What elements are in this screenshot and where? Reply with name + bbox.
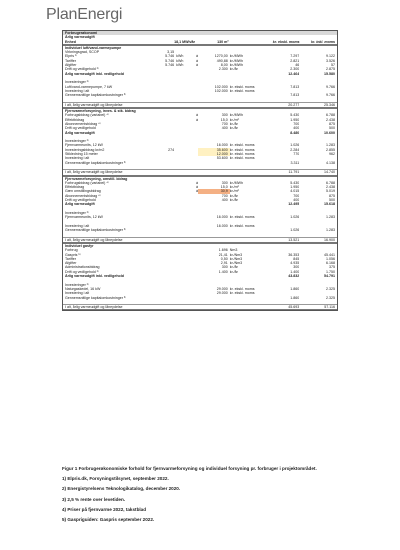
cell-qunit: kr./MWh [229, 63, 243, 68]
cell-in: 3.526 [326, 58, 335, 63]
cell-label: Fjernvarmeunits, 12 kW [65, 215, 103, 220]
cell-label: I alt, årlig varmeudgift og låneydelse [65, 237, 123, 242]
cell-label: Drift og vedligehold [65, 126, 96, 131]
cell-qunit: kr./Nm3 [229, 261, 243, 266]
cell-prefix: á [196, 189, 198, 194]
cell-qty: 16.000 [216, 143, 228, 148]
cell-prefix: á [196, 117, 198, 122]
cell-num: 5.746 [165, 63, 175, 68]
cell-ex: 400 [293, 197, 300, 202]
cell-in: 57.116 [324, 305, 335, 310]
cell-in: 962 [329, 152, 335, 157]
cell-qty: 15,0 [220, 185, 228, 190]
cell-in: 1.283 [326, 215, 335, 220]
cell-label: I alt, årlig varmeudgift og låneydelse [65, 305, 123, 310]
cell-label: Investering i alt [65, 88, 90, 93]
cell-in: 1.283 [326, 143, 335, 148]
cell-label: Drift og vedligehold [65, 197, 96, 202]
table-row [63, 274, 337, 278]
cell-qunit: kr. ekskl. moms [229, 215, 255, 220]
cell-num [158, 296, 174, 300]
cell-label: Gennemsnitlige kapitalomkostninger ³⁾ [65, 228, 127, 233]
cell-in: 54.791 [324, 274, 335, 279]
cell-qty: 1270,00 [214, 54, 228, 59]
cell-qty [198, 305, 230, 309]
cell-ex: 43.832 [288, 274, 300, 279]
cell-unit [174, 72, 192, 76]
cell-qunit [230, 202, 268, 206]
cell-qunit: kr. ekskl. moms [229, 84, 255, 89]
cell-prefix: á [196, 185, 198, 190]
cell-qty: 400 [221, 126, 228, 131]
cell-num: 5.746 [165, 54, 175, 59]
cell-qty: 21,41 [218, 252, 228, 257]
cell-ex: 45.693 [288, 305, 300, 310]
cell-label: Virkningsgrad, SCOP [65, 50, 100, 55]
cell-qunit: kr./år [229, 126, 238, 131]
cell-qty [198, 238, 230, 242]
cell-ex: 12.464 [288, 71, 300, 76]
cell-label: Luft/vand-varmepumpe, 7 kW [65, 84, 113, 89]
cell-qunit: kr./m² [229, 189, 239, 194]
cell-label: Effektbidrag [65, 185, 85, 190]
cell-label: Individuel luft/vand-varmepumpe [65, 45, 122, 50]
cell-unit: kWh [176, 54, 184, 59]
cell-num [158, 72, 174, 76]
cell-in: 15.580 [324, 71, 335, 76]
cell-qunit [230, 72, 268, 76]
table-row [63, 72, 337, 76]
cell-qty: 2,91 [220, 261, 228, 266]
cell-num [158, 93, 174, 97]
cell-qty: 29.000 [216, 291, 228, 296]
cell-num [158, 228, 174, 232]
figure-caption: Figur 1 Forbrugerøkonomiske forhold for fjernvarmeforsyning og individuel forsyning pr. forbruger i projektområdet. [62, 466, 317, 471]
table-row [63, 215, 337, 219]
cell-qunit: kr. ekskl. moms [229, 223, 255, 228]
cell-qty: 29.000 [216, 286, 228, 291]
cell-qunit [230, 103, 268, 107]
cell-label: Naturgaskedel, 16 kW [65, 286, 101, 291]
cell-unit [174, 238, 192, 242]
cell-prefix: á [196, 54, 198, 59]
cell-qunit: kr./MWh [229, 180, 243, 185]
cell-in: 1.750 [326, 269, 335, 274]
cell-ex: 12.495 [288, 202, 300, 207]
cell-label: Abonnementsbidrag ⁴⁾ [65, 193, 101, 198]
cell-qunit: kr./MWh [229, 113, 243, 118]
cell-qunit: kr./Nm3 [229, 252, 243, 257]
cell-label: Gennemsnitlige kapitalomkostninger ³⁾ [65, 93, 127, 98]
cell-qunit: kr. ekskl. moms [229, 88, 255, 93]
cell-ex: 7.813 [290, 84, 300, 89]
cell-qty [198, 72, 230, 76]
cell-label: Årlig varmeudgift [65, 202, 95, 207]
cell-qty: 15,0 [220, 117, 228, 122]
cell-num [158, 202, 174, 206]
table-row [63, 296, 337, 300]
cell-qty: 400 [221, 197, 228, 202]
cell-ex: 700 [293, 121, 300, 126]
cell-in: 9.766 [326, 84, 335, 89]
cell-ex: 700 [293, 193, 300, 198]
cell-in: 6.788 [326, 180, 335, 185]
cell-in: 25.346 [324, 102, 335, 107]
cell-unit: kWh [176, 63, 184, 68]
col-header-excl-vat: kr. ekskl. moms [272, 39, 300, 44]
cell-ex: 3.311 [290, 160, 300, 165]
cell-qunit: kr. ekskl. moms [229, 286, 255, 291]
cell-ex: 5.430 [290, 113, 300, 118]
cell-qty: 12.000 [198, 152, 230, 156]
planenergi-logo: PlanEnergi [46, 6, 123, 23]
table-row [63, 131, 337, 135]
cell-qty [198, 274, 230, 278]
cell-ex: 4.935 [290, 261, 300, 266]
footnote-5: 5) Gaspriguiden: Gaspris september 2022. [62, 516, 155, 522]
cell-ex: 1.860 [290, 295, 300, 300]
cell-label: Afgifter [65, 261, 77, 266]
cell-qty: 1.696 [218, 248, 228, 253]
cell-ex: 845 [293, 256, 300, 261]
cell-ex: 770 [293, 152, 300, 157]
col-header-incl-vat: kr. inkl. moms [311, 39, 335, 44]
cell-label: I alt, årlig varmeudgift og låneydelse [65, 170, 123, 175]
table-row [63, 161, 337, 165]
cell-label: Abonnementsbidrag ⁴⁾ [65, 121, 101, 126]
cell-in: 6.788 [326, 113, 335, 118]
cell-unit [174, 228, 192, 232]
cell-ex: 13.521 [288, 237, 300, 242]
cell-label: Gennemsnitlige kapitalomkostninger ³⁾ [65, 295, 127, 300]
cell-num [158, 131, 174, 135]
footnote-1: 1) Elpris.dk, Forsyningstilsynet, september 2022. [62, 476, 169, 482]
cell-qty: 1.400 [218, 269, 228, 274]
cell-qunit: kr. ekskl. moms [229, 147, 255, 152]
cell-in: 375 [329, 265, 335, 270]
cell-in: 16.900 [324, 237, 335, 242]
table-row [63, 304, 337, 310]
cell-qty [198, 228, 230, 232]
table-row [63, 228, 337, 232]
col-header-spacer [231, 40, 268, 44]
cell-qty: 35.600 [198, 148, 230, 152]
cell-ex: 2.284 [290, 147, 300, 152]
cell-qunit: kr./år [229, 121, 238, 126]
cell-qunit: kr./MWh [229, 54, 243, 59]
cell-label: Forbrugsbidrag (variabel) ⁴⁾ [65, 113, 109, 118]
cell-unit: kWh [176, 58, 184, 63]
cell-prefix: á [196, 58, 198, 63]
cell-label: Stikledning 15 meter [65, 152, 98, 157]
cell-qunit: kr./m² [229, 117, 239, 122]
cell-in: 875 [329, 193, 335, 198]
cell-qunit: kr./MWh [229, 58, 243, 63]
cell-ex: 1.860 [290, 286, 300, 291]
consumer-economy-table [62, 30, 338, 311]
cell-qty [198, 103, 230, 107]
cell-qty: 102.000 [214, 84, 228, 89]
cell-qunit: Nm3 [229, 248, 238, 253]
col-header-unit: Enhed [65, 39, 76, 44]
cell-in: 45.441 [324, 252, 335, 257]
cell-qty: 30,9 [198, 189, 230, 193]
cell-label: Gæn omstillingsbidrag [65, 189, 101, 194]
cell-unit [174, 296, 192, 300]
cell-ex: 7.813 [290, 93, 300, 98]
cell-qunit: kr./år [229, 269, 238, 274]
cell-num [158, 238, 174, 242]
cell-in: 9.122 [326, 54, 335, 59]
cell-prefix: á [196, 63, 198, 68]
cell-qunit: kr./år [229, 197, 238, 202]
cell-qty: 300 [221, 180, 228, 185]
cell-in: 2.438 [326, 185, 335, 190]
cell-ex: 20.277 [288, 102, 300, 107]
cell-qty: 0,50 [220, 256, 228, 261]
cell-qty [198, 296, 230, 300]
cell-qty [198, 131, 230, 135]
cell-qunit: kr./Nm3 [229, 256, 243, 261]
cell-label: Fjernvarmeforsyning, inves. & stk. bidrag [65, 109, 136, 114]
cell-qty [198, 93, 230, 97]
cell-ex: 5.430 [290, 180, 300, 185]
cell-qty: 102.000 [214, 88, 228, 93]
table-row [63, 93, 337, 97]
footnote-4: 4) Priser på fjernvarme 2022, takstblad [62, 506, 147, 512]
cell-qunit [230, 161, 268, 165]
cell-label: Tariffer [65, 58, 76, 63]
cell-ex: 1.026 [290, 228, 300, 233]
cell-label: Effektbidrag [65, 117, 85, 122]
cell-unit [174, 305, 192, 309]
cell-qty [198, 170, 230, 174]
cell-qunit: kr./m² [229, 185, 239, 190]
cell-in: 1.283 [326, 228, 335, 233]
cell-ex: 1.026 [290, 215, 300, 220]
cell-in: 5.019 [326, 189, 335, 194]
cell-label: Tariffer [65, 256, 76, 261]
cell-ex: 36.353 [288, 252, 300, 257]
cell-num [158, 103, 174, 107]
cell-unit [174, 161, 192, 165]
cell-label: Fjernvarmeforsyning, omstill. bidrag [65, 176, 128, 181]
cell-ex: 1.950 [290, 185, 300, 190]
cell-ex: 11.791 [288, 170, 300, 175]
cell-qty: 53.600 [216, 156, 228, 161]
cell-label: Fjernvarmeunits, 12 kW [65, 143, 103, 148]
cell-qty [198, 161, 230, 165]
cell-qty: 300 [221, 265, 228, 270]
cell-qty: 2.300 [218, 67, 228, 72]
cell-qunit [230, 228, 268, 232]
cell-qty: 16.000 [216, 223, 228, 228]
cell-in: 9.766 [326, 93, 335, 98]
cell-num: 274 [168, 147, 175, 152]
cell-label: Årlig varmeudgift inkl. vedligehold [65, 274, 124, 279]
cell-label: Investeringer ²⁾ [65, 80, 89, 85]
cell-num [158, 274, 174, 278]
cell-label: Afgifter [65, 63, 77, 68]
cell-label: Investeringer ²⁾ [65, 139, 89, 144]
table-title: Forbrugerøkonomi [65, 31, 98, 35]
cell-unit [174, 170, 192, 174]
cell-ex: 46 [295, 63, 300, 68]
cell-num [158, 305, 174, 309]
cell-in: 4.138 [326, 160, 335, 165]
cell-qunit [230, 131, 268, 135]
cell-num: 5.746 [165, 58, 175, 63]
figure-notes [62, 466, 352, 527]
cell-unit [174, 215, 192, 219]
cell-label: I alt, årlig varmeudgift og låneydelse [65, 102, 123, 107]
cell-unit [174, 131, 192, 135]
cell-label: Gaspris ⁵⁾ [65, 252, 81, 257]
cell-label: Investering i alt [65, 223, 90, 228]
col-header-area: 130 m² [217, 39, 229, 44]
cell-label: Drift og vedligehold ²⁾ [65, 269, 99, 274]
cell-in: 6.168 [326, 261, 335, 266]
cell-in: 14.740 [324, 170, 335, 175]
cell-qunit: kr./år [229, 67, 238, 72]
cell-qunit: kr. ekskl. moms [229, 143, 255, 148]
cell-label: Forbrug [65, 248, 78, 253]
cell-qunit [230, 305, 268, 309]
table-subtitle: Årlig varmeudgift [65, 35, 95, 40]
col-header-consumption: 18,1 MWh/år [174, 39, 196, 44]
cell-ex: 1.026 [290, 143, 300, 148]
cell-ex: 2.300 [290, 67, 300, 72]
cell-label: Investering i alt [65, 156, 90, 161]
cell-label: Investeringsbidrag kr/m2 [65, 147, 105, 152]
cell-qty [198, 202, 230, 206]
cell-ex: 1.950 [290, 117, 300, 122]
cell-prefix: á [196, 180, 198, 185]
cell-label: Forbrugsbidrag (variabel) ⁴⁾ [65, 180, 109, 185]
cell-qty: 16.000 [216, 215, 228, 220]
cell-in: 875 [329, 121, 335, 126]
cell-qunit [230, 170, 268, 174]
cell-in: 1.056 [326, 256, 335, 261]
cell-in: 2.875 [326, 67, 335, 72]
cell-qty: 8,00 [220, 63, 228, 68]
cell-label: Årlig varmeudgift inkl. vedligehold [65, 71, 124, 76]
cell-label: Investering i alt [65, 291, 90, 296]
cell-prefix: á [196, 113, 198, 118]
cell-label: Administrationsbidrag [65, 265, 100, 270]
cell-num [158, 215, 174, 219]
cell-label: Årlig varmeudgift [65, 130, 95, 135]
cell-num [158, 161, 174, 165]
cell-qunit: kr./år [229, 193, 238, 198]
cell-ex: 400 [293, 126, 300, 131]
table-body [63, 45, 337, 311]
cell-num [158, 170, 174, 174]
cell-in: 57 [331, 63, 335, 68]
cell-label: Gennemsnitlige kapitalomkostninger ³⁾ [65, 160, 127, 165]
cell-qty: 700 [221, 193, 228, 198]
cell-label: Investeringer ²⁾ [65, 210, 89, 215]
cell-qunit: kr. ekskl. moms [229, 291, 255, 296]
cell-in: 2.855 [326, 147, 335, 152]
cell-label: Drift og vedligehold ²⁾ [65, 67, 99, 72]
cell-in: 2.438 [326, 117, 335, 122]
cell-qunit [230, 238, 268, 242]
cell-in: 15.618 [324, 202, 335, 207]
cell-label: Elpris ¹⁾ [65, 54, 78, 59]
cell-in: 2.325 [326, 295, 335, 300]
cell-in: 10.600 [324, 130, 335, 135]
cell-qty: 700 [221, 121, 228, 126]
cell-ex: 300 [293, 265, 300, 270]
cell-qunit: kr. ekskl. moms [229, 156, 255, 161]
cell-qunit: kr. ekskl. moms [229, 152, 255, 157]
cell-qunit: kr./år [229, 265, 238, 270]
footnote-2: 2) Energistyrelsens Teknologikatalog, december 2020. [62, 486, 181, 492]
cell-in: 2.325 [326, 286, 335, 291]
cell-unit [174, 103, 192, 107]
cell-ex: 4.015 [290, 189, 300, 194]
cell-ex: 8.480 [290, 130, 300, 135]
cell-qunit [230, 274, 268, 278]
footnote-3: 3) 2,5 % rente over levetiden. [62, 496, 126, 502]
cell-qty: 490,88 [216, 58, 228, 63]
cell-num: 3,15 [167, 50, 175, 55]
cell-unit [174, 202, 192, 206]
cell-ex: 7.297 [290, 54, 300, 59]
cell-unit [174, 274, 192, 278]
cell-qty: 300 [221, 113, 228, 118]
cell-in: 500 [329, 126, 335, 131]
cell-ex: 1.400 [290, 269, 300, 274]
cell-qunit [230, 296, 268, 300]
table-row [63, 202, 337, 206]
cell-unit [174, 93, 192, 97]
cell-label: Investeringer ²⁾ [65, 282, 89, 287]
cell-ex: 2.821 [290, 58, 300, 63]
cell-in: 500 [329, 197, 335, 202]
cell-label: Individuel gasfyr [65, 243, 94, 248]
cell-qunit [230, 93, 268, 97]
